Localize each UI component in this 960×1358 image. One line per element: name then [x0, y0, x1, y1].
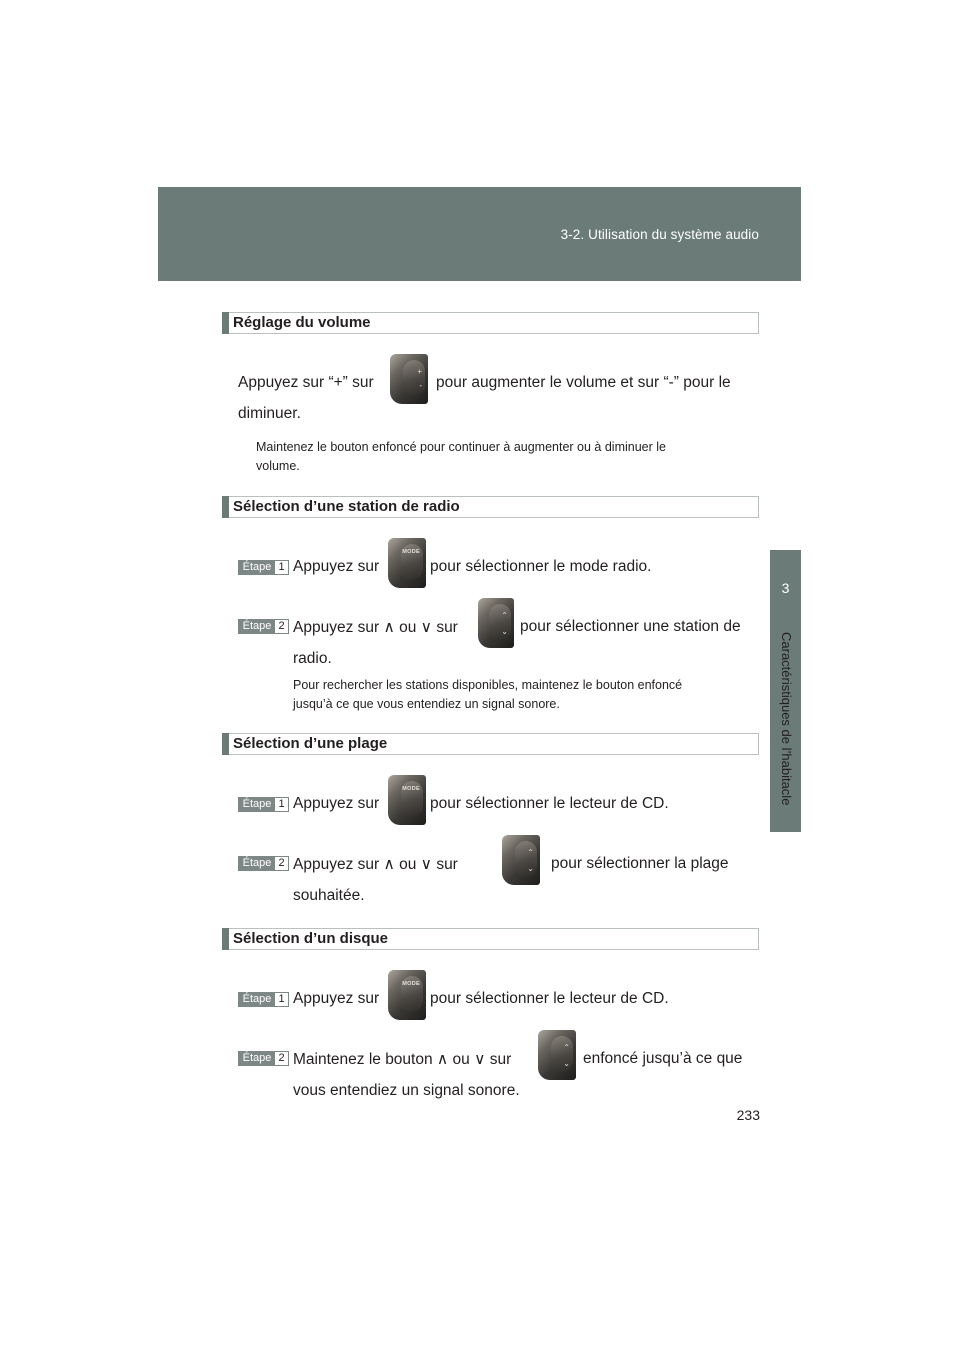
volume-note-2: volume.	[256, 459, 300, 473]
steering-seek-switch-icon	[502, 835, 540, 885]
chapter-number: 3	[781, 580, 790, 596]
disc-step2-line2: vous entendiez un signal sonore.	[293, 1082, 520, 1099]
section-header-disc	[222, 928, 759, 950]
disc-step2-before: Maintenez le bouton ∧ ou ∨ sur	[293, 1051, 512, 1068]
disc-step2-after: enfoncé jusqu’à ce que	[583, 1050, 743, 1067]
radio-note-2: jusqu’à ce que vous entendiez un signal sonore.	[293, 697, 560, 711]
chevron-down-icon: ⌄	[527, 864, 534, 873]
chevron-down-icon: ⌄	[563, 1059, 570, 1068]
steering-mode-switch-icon: MODE	[388, 775, 426, 825]
chevron-up-icon: ⌃	[501, 611, 508, 620]
track-step2-before: Appuyez sur ∧ ou ∨ sur	[293, 856, 458, 873]
section-title-volume: Réglage du volume	[233, 314, 371, 331]
step-badge-1: Étape 1	[238, 797, 289, 812]
steering-mode-switch-icon: MODE	[388, 970, 426, 1020]
disc-step1-before: Appuyez sur	[293, 990, 380, 1007]
step-badge-1: Étape 1	[238, 992, 289, 1007]
radio-step2-before: Appuyez sur ∧ ou ∨ sur	[293, 619, 458, 636]
volume-text-before: Appuyez sur “+” sur	[238, 374, 374, 391]
plus-icon: +	[417, 367, 422, 376]
disc-step1-after: pour sélectionner le lecteur de CD.	[430, 990, 669, 1007]
steering-seek-switch-icon	[478, 598, 514, 648]
radio-step1-after: pour sélectionner le mode radio.	[430, 558, 652, 575]
steering-seek-switch-icon	[538, 1030, 576, 1080]
steering-volume-switch-icon	[390, 354, 428, 404]
volume-note-1: Maintenez le bouton enfoncé pour continuer à augmenter ou à diminuer le	[256, 440, 666, 454]
chevron-up-icon: ⌃	[563, 1043, 570, 1052]
step-badge-1: Étape 1	[238, 560, 289, 575]
step-badge-2: Étape 2	[238, 1051, 289, 1066]
steering-mode-switch-icon: MODE	[388, 538, 426, 588]
section-title-radio: Sélection d’une station de radio	[233, 498, 460, 515]
radio-step1-before: Appuyez sur	[293, 558, 380, 575]
volume-text-after: pour augmenter le volume et sur “-” pour le	[436, 374, 731, 391]
page-number: 233	[736, 1107, 760, 1123]
step-badge-2: Étape 2	[238, 619, 289, 634]
header-band	[158, 187, 801, 281]
step-badge-2: Étape 2	[238, 856, 289, 871]
section-title: 3-2. Utilisation du système audio	[560, 227, 759, 242]
chevron-down-icon: ⌄	[501, 627, 508, 636]
chapter-label: Caractéristiques de l’habitacle	[779, 632, 794, 806]
track-step1-before: Appuyez sur	[293, 795, 380, 812]
chevron-up-icon: ⌃	[527, 848, 534, 857]
radio-step2-after: pour sélectionner une station de	[520, 618, 741, 635]
section-title-track: Sélection d’une plage	[233, 735, 388, 752]
track-step1-after: pour sélectionner le lecteur de CD.	[430, 795, 669, 812]
section-title-disc: Sélection d’un disque	[233, 930, 389, 947]
radio-step2-line2: radio.	[293, 650, 332, 667]
track-step2-line2: souhaitée.	[293, 887, 365, 904]
minus-icon: -	[419, 381, 422, 390]
volume-text-line2: diminuer.	[238, 405, 301, 422]
track-step2-after: pour sélectionner la plage	[551, 855, 729, 872]
section-header-radio	[222, 496, 759, 518]
section-header-track	[222, 733, 759, 755]
section-header-volume	[222, 312, 759, 334]
radio-note-1: Pour rechercher les stations disponibles, maintenez le bouton enfoncé	[293, 678, 683, 692]
